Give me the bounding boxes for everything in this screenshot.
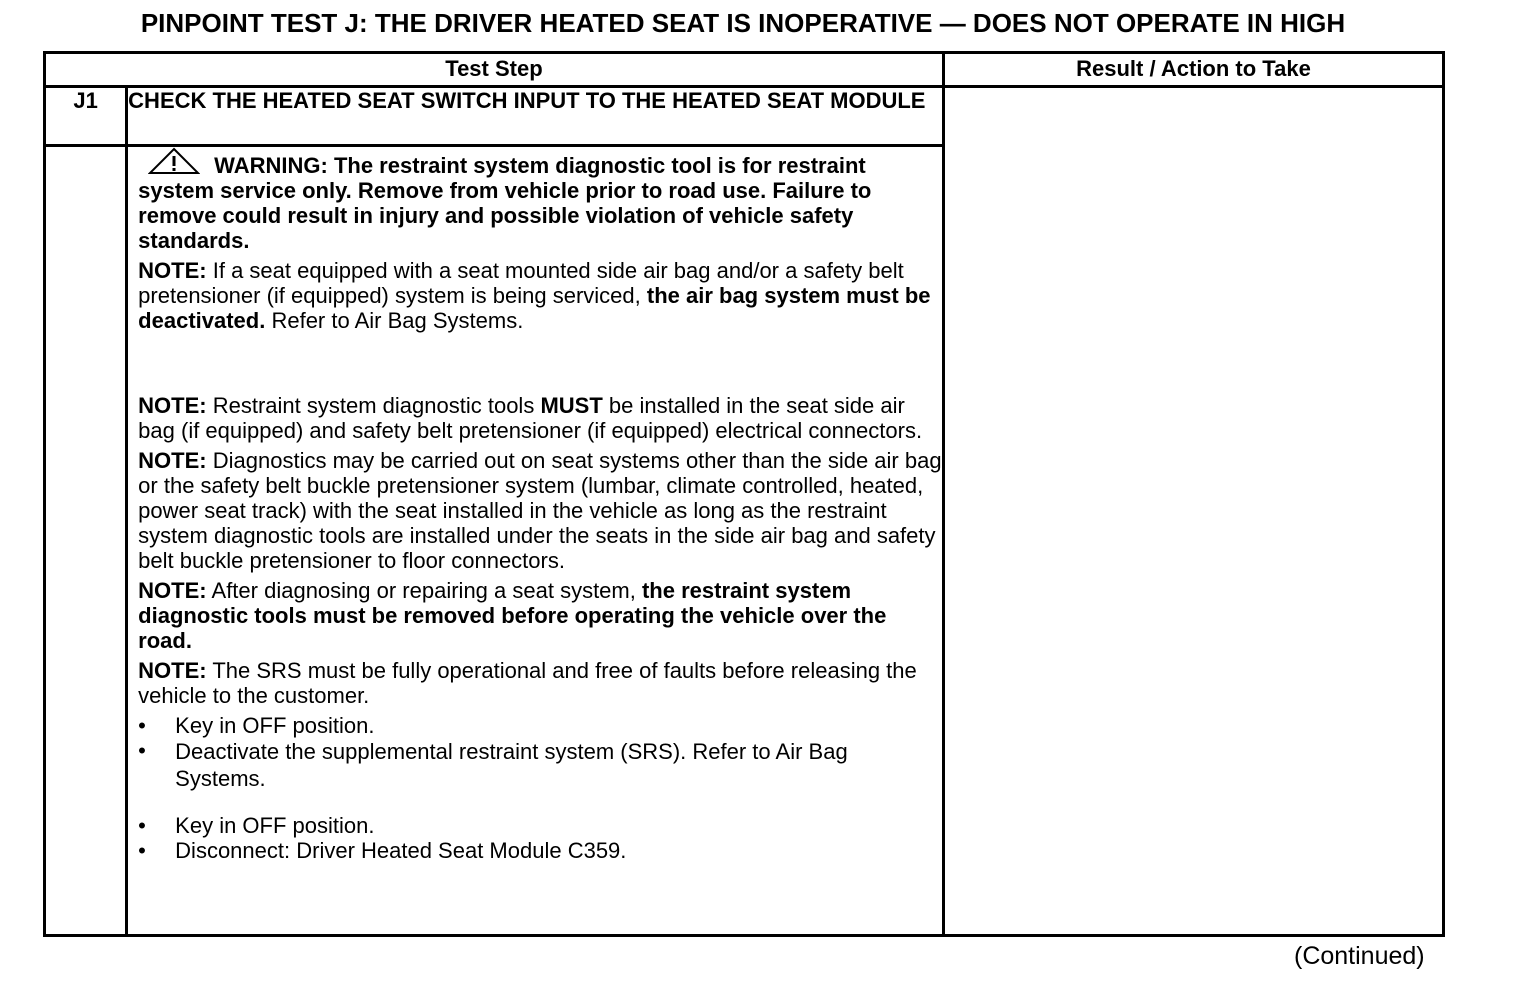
- note-1-after: Refer to Air Bag Systems.: [265, 308, 524, 333]
- note-4-text: After diagnosing or repairing a seat system,: [206, 578, 642, 603]
- note-5-text: The SRS must be fully operational and free of faults before releasing the vehicle to the customer.: [138, 658, 917, 708]
- list-item: [138, 838, 942, 863]
- list-item: [138, 813, 942, 838]
- step-id-blank: [45, 146, 127, 936]
- continued-label: (Continued): [1294, 942, 1425, 970]
- bullet-icon: •: [138, 838, 146, 863]
- bullet-icon: •: [138, 813, 146, 838]
- note-4-label: NOTE:: [138, 578, 207, 603]
- note-3-label: NOTE:: [138, 448, 207, 473]
- list-item: [138, 738, 942, 792]
- note-2-text: Restraint system diagnostic tools: [206, 393, 541, 418]
- bullet-list-b: [138, 813, 942, 863]
- warning-triangle-icon: [148, 147, 200, 175]
- step-body: [127, 146, 944, 936]
- header-result-action: Result / Action to Take: [943, 53, 1443, 87]
- note-3: [138, 448, 942, 573]
- note-2: [138, 393, 942, 443]
- warning-text: The restraint system diagnostic tool is for restraint system service only. Remove from vehicle prior to road use. Failure to remove could result in injury and possible violation of vehicle safety standards.: [138, 153, 872, 253]
- bullet-list-a: [138, 713, 942, 792]
- note-1-text: If a seat equipped with a seat mounted side air bag and/or a safety belt pretensioner (if equipped) system is being serviced,: [138, 258, 904, 308]
- warning-label: WARNING:: [214, 153, 328, 178]
- note-1: [138, 258, 942, 333]
- header-test-step: Test Step: [45, 53, 944, 87]
- list-item: [138, 713, 942, 738]
- bullet-text: Disconnect: Driver Heated Seat Module C359.: [175, 838, 627, 863]
- note-5: [138, 658, 942, 708]
- note-4-bold: the restraint system diagnostic tools must be removed before operating the vehicle over the road.: [138, 578, 887, 653]
- table-header-row: [45, 53, 1444, 87]
- bullet-icon: •: [138, 738, 146, 763]
- note-5-label: NOTE:: [138, 658, 207, 683]
- bullet-text: Key in OFF position.: [175, 713, 375, 738]
- bullet-text: Deactivate the supplemental restraint system (SRS). Refer to Air Bag Systems.: [175, 739, 848, 791]
- step-title-row: [45, 87, 1444, 146]
- note-4: [138, 578, 942, 653]
- note-2-after: be installed in the seat side air bag (if equipped) and safety belt pretensioner (if equipped) electrical connectors.: [138, 393, 923, 443]
- note-2-label: NOTE:: [138, 393, 207, 418]
- bullet-text: Key in OFF position.: [175, 813, 375, 838]
- step-id: J1: [45, 87, 127, 146]
- note-2-bold: MUST: [540, 393, 603, 418]
- note-3-text: Diagnostics may be carried out on seat systems other than the side air bag or the safety belt buckle pretensioner system (lumbar, climate controlled, heated, power seat track) with the seat installed in the vehicle as long as the restraint system diagnostic tools are installed under the seats in the side air bag and safety belt buckle pretensioner to floor connectors.: [138, 448, 942, 573]
- step-title: CHECK THE HEATED SEAT SWITCH INPUT TO THE HEATED SEAT MODULE: [127, 87, 944, 146]
- note-1-label: NOTE:: [138, 258, 207, 283]
- note-1-bold: the air bag system must be deactivated.: [138, 283, 931, 333]
- page-title: PINPOINT TEST J: THE DRIVER HEATED SEAT IS INOPERATIVE — DOES NOT OPERATE IN HIGH: [140, 8, 1346, 38]
- bullet-icon: •: [138, 713, 146, 738]
- pinpoint-test-table: [43, 51, 1445, 937]
- warning-paragraph: [138, 147, 942, 253]
- result-action-cell: [943, 87, 1443, 936]
